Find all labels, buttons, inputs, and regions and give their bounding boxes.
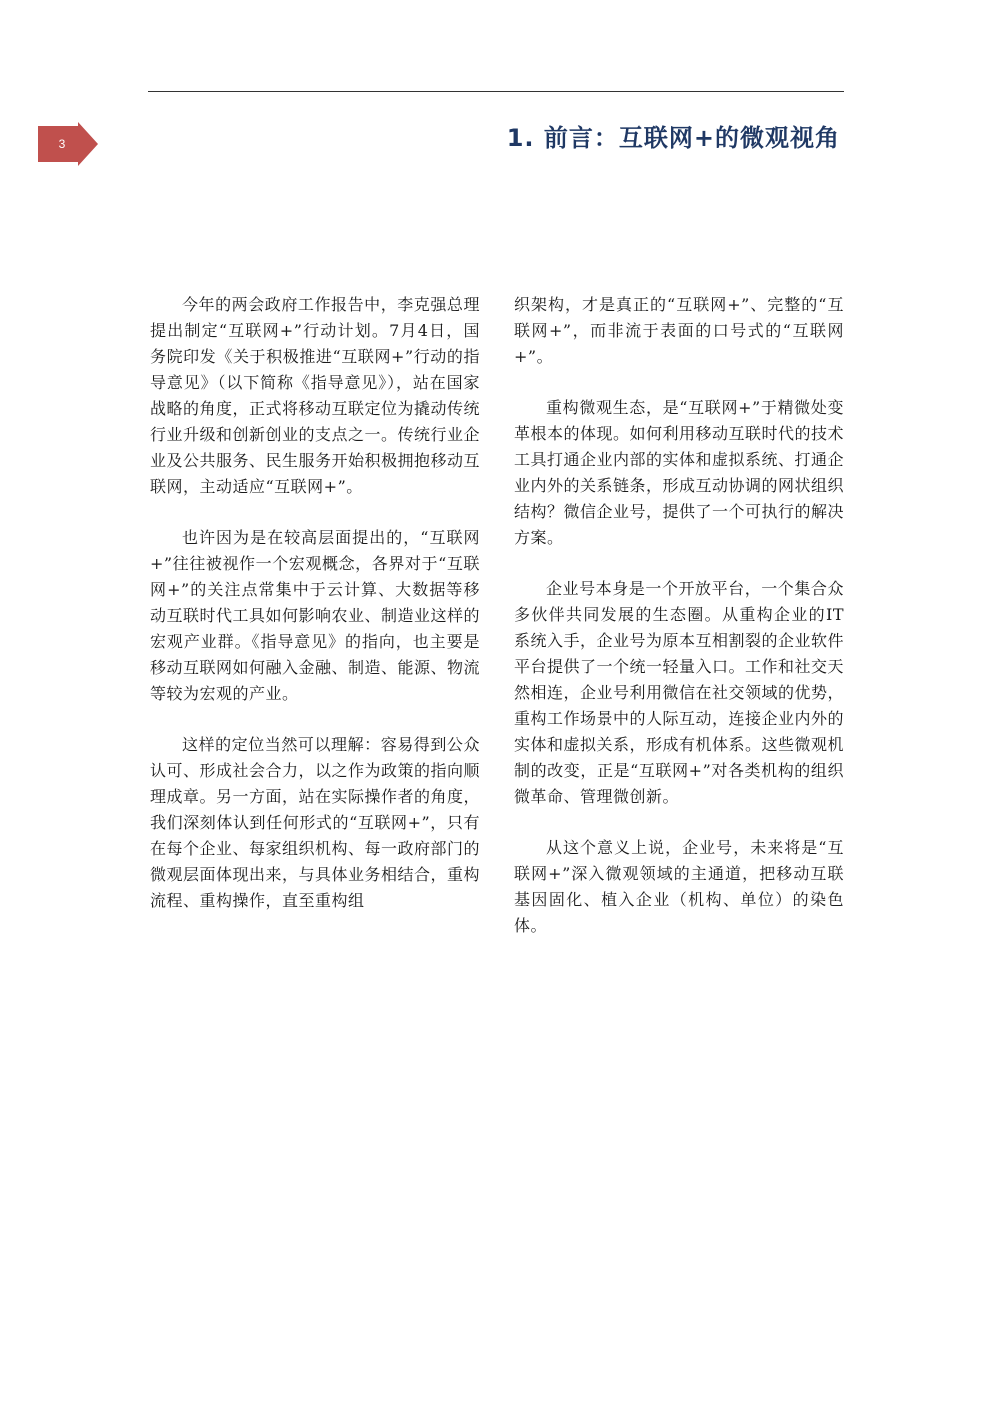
paragraph: 也许因为是在较高层面提出的，“互联网+”往往被视作一个宏观概念，各界对于“互联网+”的关注点常集中于云计算、大数据等移动互联时代工具如何影响农业、制造业这样的宏观产业群。《指导意见》的指向，也主要是移动互联网如何融入金融、制造、能源、物流等较为宏观的产业。 [150,528,481,703]
section-title: 1. 前言：互联网+的微观视角 [506,124,840,152]
paragraph: 这样的定位当然可以理解：容易得到公众认可、形成社会合力，以之作为政策的指向顺理成章。另一方面，站在实际操作者的角度，我们深刻体认到任何形式的“互联网+”，只有在每个企业、每家组织机构、每一政府部门的微观层面体现出来，与具体业务相结合，重构流程、重构操作，直至重构组 [150,735,481,910]
right-column [514,292,844,964]
page-marker-arrow [38,122,98,166]
paragraph-continuation: 织架构，才是真正的“互联网+”、完整的“互联网+”，而非流于表面的口号式的“互联网+”。 [514,295,844,366]
paragraph: 重构微观生态，是“互联网+”于精微处变革根本的体现。如何利用移动互联时代的技术工具打通企业内部的实体和虚拟系统、打通企业内外的关系链条，形成互动协调的网状组织结构？微信企业号，提供了一个可执行的解决方案。 [514,398,845,547]
paragraph: 企业号本身是一个开放平台，一个集合众多伙伴共同发展的生态圈。从重构企业的IT系统入手，企业号为原本互相割裂的企业软件平台提供了一个统一轻量入口。工作和社交天然相连，企业号利用微信在社交领域的优势，重构工作场景中的人际互动，连接企业内外的实体和虚拟关系，形成有机体系。这些微观机制的改变，正是“互联网+”对各类机构的组织微革命、管理微创新。 [514,579,845,806]
left-column [150,292,480,939]
page-number: 3 [58,137,66,151]
header-rule [148,91,844,92]
paragraph: 从这个意义上说，企业号，未来将是“互联网+”深入微观领域的主通道，把移动互联基因固化、植入企业（机构、单位）的染色体。 [514,838,844,935]
paragraph: 今年的两会政府工作报告中，李克强总理提出制定“互联网+”行动计划。7月4日，国务院印发《关于积极推进“互联网+”行动的指导意见》（以下简称《指导意见》），站在国家战略的角度，正式将移动互联定位为撬动传统行业升级和创新创业的支点之一。传统行业企业及公共服务、民生服务开始积极拥抱移动互联网，主动适应“互联网+”。 [150,295,481,496]
